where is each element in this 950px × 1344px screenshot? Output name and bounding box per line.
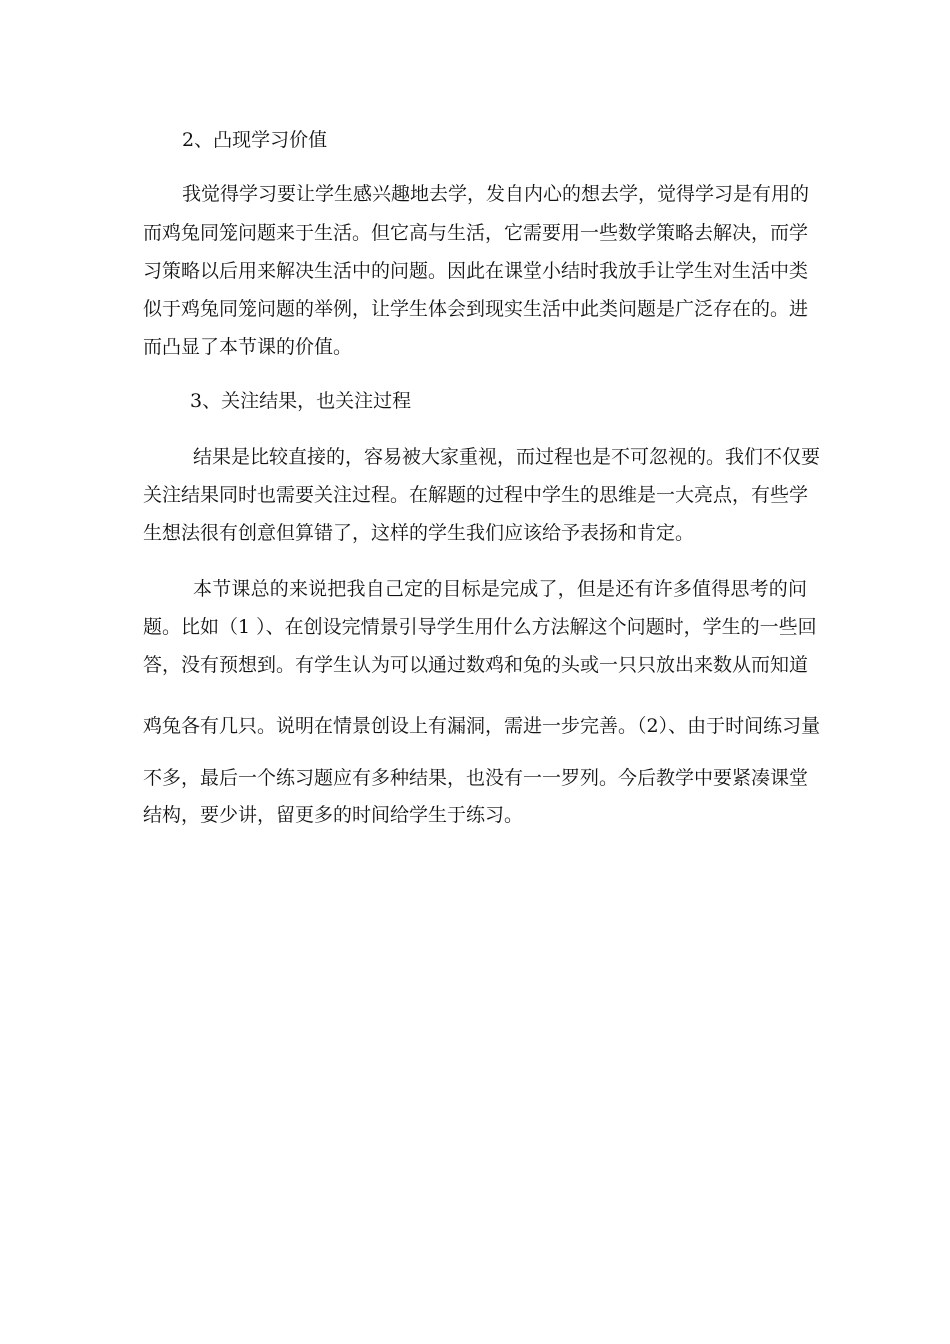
paragraph-line: 似于鸡兔同笼问题的举例，让学生体会到现实生活中此类问题是广泛存在的。进 [143,298,809,320]
paragraph-line: 结构，要少讲，留更多的时间给学生于练习。 [143,804,524,826]
paragraph-line: 我觉得学习要让学生感兴趣地去学，发自内心的想去学，觉得学习是有用的 [182,183,810,205]
paragraph-line: 答，没有预想到。有学生认为可以通过数鸡和兔的头或一只只放出来数从而知道 [143,654,809,676]
paragraph-line: 而凸显了本节课的价值。 [143,336,353,358]
paragraph-line: 习策略以后用来解决生活中的问题。因此在课堂小结时我放手让学生对生活中类 [143,260,809,282]
paragraph-line: 关注结果同时也需要关注过程。在解题的过程中学生的思维是一大亮点，有些学 [143,484,809,506]
paragraph-line: 不多，最后一个练习题应有多种结果，也没有一一罗列。今后教学中要紧凑课堂 [143,767,809,789]
paragraph-line: 而鸡兔同笼问题来于生活。但它高与生活，它需要用一些数学策略去解决，而学 [143,222,809,244]
paragraph-line: 生想法很有创意但算错了，这样的学生我们应该给予表扬和肯定。 [143,522,695,544]
paragraph-line: 鸡兔各有几只。说明在情景创设上有漏洞，需进一步完善。（2）、由于时间练习量 [143,715,821,737]
section-heading-process: 3、关注结果，也关注过程 [190,390,412,412]
paragraph-line: 结果是比较直接的，容易被大家重视，而过程也是不可忽视的。我们不仅要 [193,446,821,468]
section-heading-value: 2、凸现学习价值 [182,129,328,151]
paragraph-line: 本节课总的来说把我自己定的目标是完成了，但是还有许多值得思考的问 [193,578,807,600]
paragraph-line: 题。比如（1 ）、在创设完情景引导学生用什么方法解这个问题时，学生的一些回 [143,616,817,638]
